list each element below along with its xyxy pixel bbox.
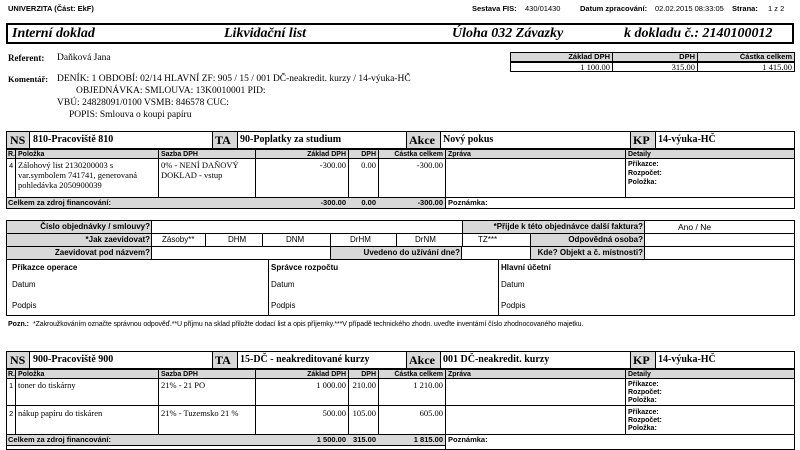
s1-total-zaklad: -300.00 [320,198,346,207]
s2-row2-r: 2 [9,409,14,418]
section2-ta-label: TA [215,353,231,367]
sig-prikazce-podpis: Podpis [12,301,37,310]
s1-col-polozka: Položka [18,151,45,158]
section1-ta-value: 90-Poplatky za studium [240,134,342,145]
s2-row1-polozka: toner do tiskárny [18,380,76,390]
s2-row1-dph: 210.00 [352,380,376,390]
s2-row2-zaklad: 500.00 [322,408,346,418]
jak-zaevidovat-label: *Jak zaevidovat? [85,235,150,244]
s1-row-polozka: Zálohový list 2130200003 s [18,160,114,170]
s1-row-polozka: pohledávka 2050900039 [18,180,102,190]
prijde-label: *Přijde k této objednávce další faktura? [493,222,643,231]
sig-ucetni-datum: Datum [501,280,525,289]
kde-label: Kde? Objekt a č. místnosti? [537,248,643,257]
s2-row1-r: 1 [9,381,14,390]
s2-total-label: Celkem za zdroj financování: [8,435,111,444]
header-uloha: Úloha 032 Závazky [452,26,564,41]
s1-total-castka: -300.00 [417,198,443,207]
s1-col-dph: DPH [361,151,376,158]
section2-kp-label: KP [633,353,650,367]
s2-total-zaklad: 1 500.00 [316,435,346,444]
ano-ne-choice[interactable]: Ano / Ne [678,222,712,232]
option-drnm[interactable]: DrNM [415,235,436,244]
sig-ucetni-title: Hlavní účetní [501,263,551,272]
strana-value: 1 z 2 [768,4,785,13]
s1-col-r: R. [8,151,15,158]
s1-total-label: Celkem za zdroj financování: [8,198,111,207]
s1-row-sazba: DOKLAD - vstup [161,170,223,180]
s2-col-zaklad: Základ DPH [307,371,346,378]
summary-header-dph: DPH [679,52,695,61]
sestava-value: 430/01430 [525,4,561,13]
s1-total-dph: 0.00 [361,198,376,207]
s2-row1-detail: Příkazce: [628,381,659,388]
pozn-text: *Zakroužkováním označte správnou odpověď.**U příjmu na sklad přiložte dodací list a opis příjemky.***V případě technického zhodn. uveďte inventární číslo zhodnocovaného majetku. [33,321,584,328]
section1-akce-value: Nový pokus [443,134,494,145]
s2-col-sazba: Sazba DPH [161,371,198,378]
s1-row-zaklad: -300.00 [319,160,346,170]
section1-kp-label: KP [633,133,650,147]
sestava-label: Sestava FIS: [472,4,517,13]
s2-row1-castka: 1 210.00 [413,380,443,390]
s2-row2-polozka: nákup papíru do tiskáren [18,408,103,418]
s2-row2-castka: 605.00 [419,408,443,418]
s2-row2-detail: Položka: [628,425,657,432]
section1-kp-value: 14-výuka-HČ [658,134,716,145]
s1-col-castka: Částka celkem [394,151,443,158]
cislo-obj-label: Číslo objednávky / smlouvy? [40,222,150,231]
header-k-dokladu: k dokladu č.: 2140100012 [624,26,773,41]
s1-col-sazba: Sazba DPH [161,151,198,158]
s2-row2-detail: Příkazce: [628,409,659,416]
option-drhm[interactable]: DrHM [350,235,371,244]
section1-ta-label: TA [215,133,231,147]
s2-row2-detail: Rozpočet: [628,417,662,424]
section2-akce-value: 001 DČ-neakredit. kurzy [443,354,550,365]
header-interni: Interní doklad [12,26,95,41]
s2-col-castka: Částka celkem [394,371,443,378]
sig-spravce-podpis: Podpis [271,301,296,310]
section1-ns-value: 810-Pracoviště 810 [33,134,114,145]
university-name: UNIVERZITA (Část: EkF) [8,4,94,13]
sig-prikazce-datum: Datum [12,280,36,289]
summary-value-castka: 1 415.00 [762,62,792,72]
s2-row1-detail: Položka: [628,397,657,404]
sig-spravce-title: Správce rozpočtu [271,263,339,272]
s2-col-r: R. [8,371,15,378]
komentar-label: Komentář: [8,74,49,84]
komentar-line: VBÚ: 24828091/0100 VSMB: 846578 CUC: [57,98,229,108]
s2-col-polozka: Položka [18,371,45,378]
section1-akce-label: Akce [409,133,435,147]
s2-total-dph: 315.00 [353,435,376,444]
komentar-line: OBJEDNÁVKA: SMLOUVA: 13K0010001 PID: [76,86,266,96]
section2-ta-value: 15-DČ - neakreditované kurzy [240,354,370,365]
summary-value-zaklad: 1 100.00 [580,62,610,72]
referent-label: Referent: [8,53,45,63]
s1-row-dph: 0.00 [361,160,376,170]
sig-ucetni-podpis: Podpis [501,301,526,310]
komentar-line: DENÍK: 1 OBDOBÍ: 02/14 HLAVNÍ ZF: 905 / 15 / 001 DČ-neakredit. kurzy / 14-výuka-HČ [57,74,411,84]
section2-kp-value: 14-výuka-HČ [658,354,716,365]
section2-ns-label: NS [10,353,26,367]
option-dhm[interactable]: DHM [228,235,247,244]
s2-col-zprava: Zpráva [448,371,471,378]
summary-header-castka: Částka celkem [739,52,792,61]
section1-ns-label: NS [10,133,26,147]
header-likvidacni: Likvidační list [224,26,307,41]
s1-col-detaily: Detaily [628,151,651,158]
option-dnm[interactable]: DNM [286,235,305,244]
summary-value-dph: 315.00 [671,62,695,72]
option-tz[interactable]: TZ*** [478,235,498,244]
section2-akce-label: Akce [409,353,435,367]
strana-label: Strana: [732,4,758,13]
s2-row1-detail: Rozpočet: [628,389,662,396]
referent-value: Daňková Jana [57,53,111,63]
s1-row-polozka: var.symbolem 741741, generovaná [18,170,137,180]
option-zasoby[interactable]: Zásoby** [162,235,195,244]
s1-row-detail: Příkazce: [628,161,659,168]
zaevidovat-pod-label: Zaevidovat pod názvem? [54,248,150,257]
s1-row-sazba: 0% - NENÍ DAŇOVÝ [161,160,239,170]
s1-row-detail: Položka: [628,179,657,186]
s2-row2-dph: 105.00 [352,408,376,418]
s1-row-detail: Rozpočet: [628,170,662,177]
pozn-label: Pozn.: [8,321,29,328]
s2-row1-sazba: 21% - 21 PO [161,380,206,390]
section2-ns-value: 900-Pracoviště 900 [33,354,114,365]
odpovedna-label: Odpovědná osoba? [568,235,643,244]
s2-row1-zaklad: 1 000.00 [316,380,346,390]
s2-row2-sazba: 21% - Tuzemsko 21 % [161,408,239,418]
sig-spravce-datum: Datum [271,280,295,289]
komentar-line: POPIS: Smlouva o koupi papíru [69,110,192,120]
s2-col-detaily: Detaily [628,371,651,378]
summary-header-zaklad: Základ DPH [568,52,610,61]
s1-poznamka: Poznámka: [448,198,488,207]
s1-row-r: 4 [9,161,14,170]
datum-label: Datum zpracování: [580,4,648,13]
s1-col-zprava: Zpráva [448,151,471,158]
s2-col-dph: DPH [361,371,376,378]
s2-poznamka: Poznámka: [448,435,488,444]
s2-total-castka: 1 815.00 [413,435,443,444]
s1-col-zaklad: Základ DPH [307,151,346,158]
s1-row-castka: -300.00 [416,160,443,170]
uvedeno-label: Uvedeno do užívání dne? [363,248,460,257]
sig-prikazce-title: Příkazce operace [12,263,78,272]
datum-value: 02.02.2015 08:33:05 [655,4,724,13]
